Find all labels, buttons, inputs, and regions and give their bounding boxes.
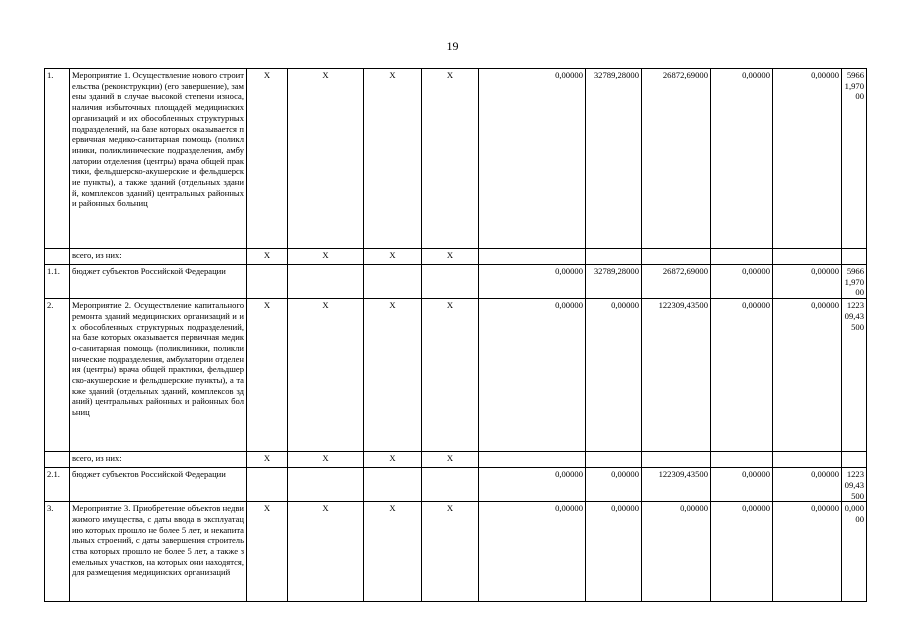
- x-mark-cell: [364, 265, 422, 299]
- value-cell: 0,00000: [711, 69, 773, 249]
- row-description: Мероприятие 1. Осуществление нового строительства (реконструкции) (его завершение), замены зданий в случае высокой степени износа, наличия избыточных площадей медицинских организаций и их обособленных структурных подразделений, на базе которых оказывается первичная медико-санитарная помощь (поликлиники, поликлинические подразделения, амбулатории отделения (центры) врача общей практики, фельдшерско-акушерские и фельдшерские пункты), а также зданий (отдельных зданий, комплексов зданий) центральных районных и районных больниц: [70, 69, 247, 249]
- row-description: бюджет субъектов Российской Федерации: [70, 265, 247, 299]
- value-cell: 0,00000: [773, 69, 842, 249]
- value-cell: 122309,43500: [642, 299, 711, 452]
- x-mark-cell: X: [364, 299, 422, 452]
- value-cell: 32789,28000: [586, 265, 642, 299]
- x-mark-cell: [288, 468, 364, 502]
- value-cell: 0,00000: [586, 502, 642, 602]
- x-mark-cell: X: [247, 249, 288, 265]
- value-cell: 0,00000: [479, 69, 586, 249]
- value-cell: [842, 452, 867, 468]
- x-mark-cell: X: [288, 299, 364, 452]
- value-cell: [642, 249, 711, 265]
- x-mark-cell: X: [288, 249, 364, 265]
- value-cell: [586, 249, 642, 265]
- x-mark-cell: X: [364, 69, 422, 249]
- value-cell: [479, 249, 586, 265]
- row-number: [45, 249, 70, 265]
- row-description: всего, из них:: [70, 249, 247, 265]
- value-cell: 59661,97000: [842, 265, 867, 299]
- x-mark-cell: X: [247, 299, 288, 452]
- value-cell: [479, 452, 586, 468]
- row-number: 3.: [45, 502, 70, 602]
- value-cell: 0,00000: [773, 265, 842, 299]
- value-cell: [711, 452, 773, 468]
- table-row: [45, 265, 867, 299]
- x-mark-cell: X: [422, 299, 479, 452]
- x-mark-cell: [247, 265, 288, 299]
- table-row: [45, 452, 867, 468]
- value-cell: [773, 452, 842, 468]
- table-row: [45, 69, 867, 249]
- x-mark-cell: X: [422, 249, 479, 265]
- value-cell: 26872,69000: [642, 265, 711, 299]
- value-cell: 0,00000: [842, 502, 867, 602]
- table-row: [45, 249, 867, 265]
- value-cell: 0,00000: [479, 265, 586, 299]
- row-number: 1.: [45, 69, 70, 249]
- value-cell: 0,00000: [586, 299, 642, 452]
- value-cell: 0,00000: [586, 468, 642, 502]
- value-cell: 0,00000: [773, 502, 842, 602]
- value-cell: 0,00000: [642, 502, 711, 602]
- x-mark-cell: X: [364, 502, 422, 602]
- value-cell: 0,00000: [711, 299, 773, 452]
- x-mark-cell: X: [288, 502, 364, 602]
- row-number: 2.: [45, 299, 70, 452]
- value-cell: 122309,43500: [842, 468, 867, 502]
- value-cell: [842, 249, 867, 265]
- value-cell: 0,00000: [711, 502, 773, 602]
- x-mark-cell: [422, 265, 479, 299]
- row-description: всего, из них:: [70, 452, 247, 468]
- x-mark-cell: [364, 468, 422, 502]
- table-row: [45, 468, 867, 502]
- x-mark-cell: [247, 468, 288, 502]
- value-cell: [773, 249, 842, 265]
- row-number: 2.1.: [45, 468, 70, 502]
- value-cell: [711, 249, 773, 265]
- x-mark-cell: X: [247, 69, 288, 249]
- x-mark-cell: [288, 265, 364, 299]
- value-cell: 122309,43500: [842, 299, 867, 452]
- row-description: Мероприятие 3. Приобретение объектов недвижимого имущества, с даты ввода в эксплуатацию которых прошло не более 5 лет, и некапитальных строений, с даты завершения строительства которых прошло не более 5 лет, а также земельных участков, на которых они находятся, для размещения медицинских организаций: [70, 502, 247, 602]
- x-mark-cell: X: [247, 452, 288, 468]
- value-cell: 0,00000: [711, 468, 773, 502]
- row-description: бюджет субъектов Российской Федерации: [70, 468, 247, 502]
- value-cell: 59661,97000: [842, 69, 867, 249]
- x-mark-cell: X: [422, 69, 479, 249]
- value-cell: 32789,28000: [586, 69, 642, 249]
- row-description: Мероприятие 2. Осуществление капитального ремонта зданий медицинских организаций и их обособленных структурных подразделений, на базе которых оказывается первичная медико-санитарная помощь (поликлиники, поликлинические подразделения, амбулатории отделения (центры) врача общей практики, фельдшерско-акушерские и фельдшерские пункты), а также зданий (отдельных зданий, комплексов зданий) центральных районных и районных больниц: [70, 299, 247, 452]
- value-cell: 0,00000: [479, 299, 586, 452]
- x-mark-cell: X: [247, 502, 288, 602]
- value-cell: 0,00000: [479, 502, 586, 602]
- budget-table: [44, 68, 867, 602]
- x-mark-cell: X: [288, 69, 364, 249]
- value-cell: [586, 452, 642, 468]
- x-mark-cell: X: [422, 502, 479, 602]
- value-cell: 122309,43500: [642, 468, 711, 502]
- x-mark-cell: X: [422, 452, 479, 468]
- x-mark-cell: X: [364, 249, 422, 265]
- value-cell: 0,00000: [773, 299, 842, 452]
- value-cell: 0,00000: [479, 468, 586, 502]
- table-row: [45, 299, 867, 452]
- x-mark-cell: X: [364, 452, 422, 468]
- table-row: [45, 502, 867, 602]
- value-cell: 26872,69000: [642, 69, 711, 249]
- page-number: 19: [446, 39, 459, 53]
- value-cell: [642, 452, 711, 468]
- row-number: 1.1.: [45, 265, 70, 299]
- row-number: [45, 452, 70, 468]
- value-cell: 0,00000: [773, 468, 842, 502]
- value-cell: 0,00000: [711, 265, 773, 299]
- x-mark-cell: X: [288, 452, 364, 468]
- x-mark-cell: [422, 468, 479, 502]
